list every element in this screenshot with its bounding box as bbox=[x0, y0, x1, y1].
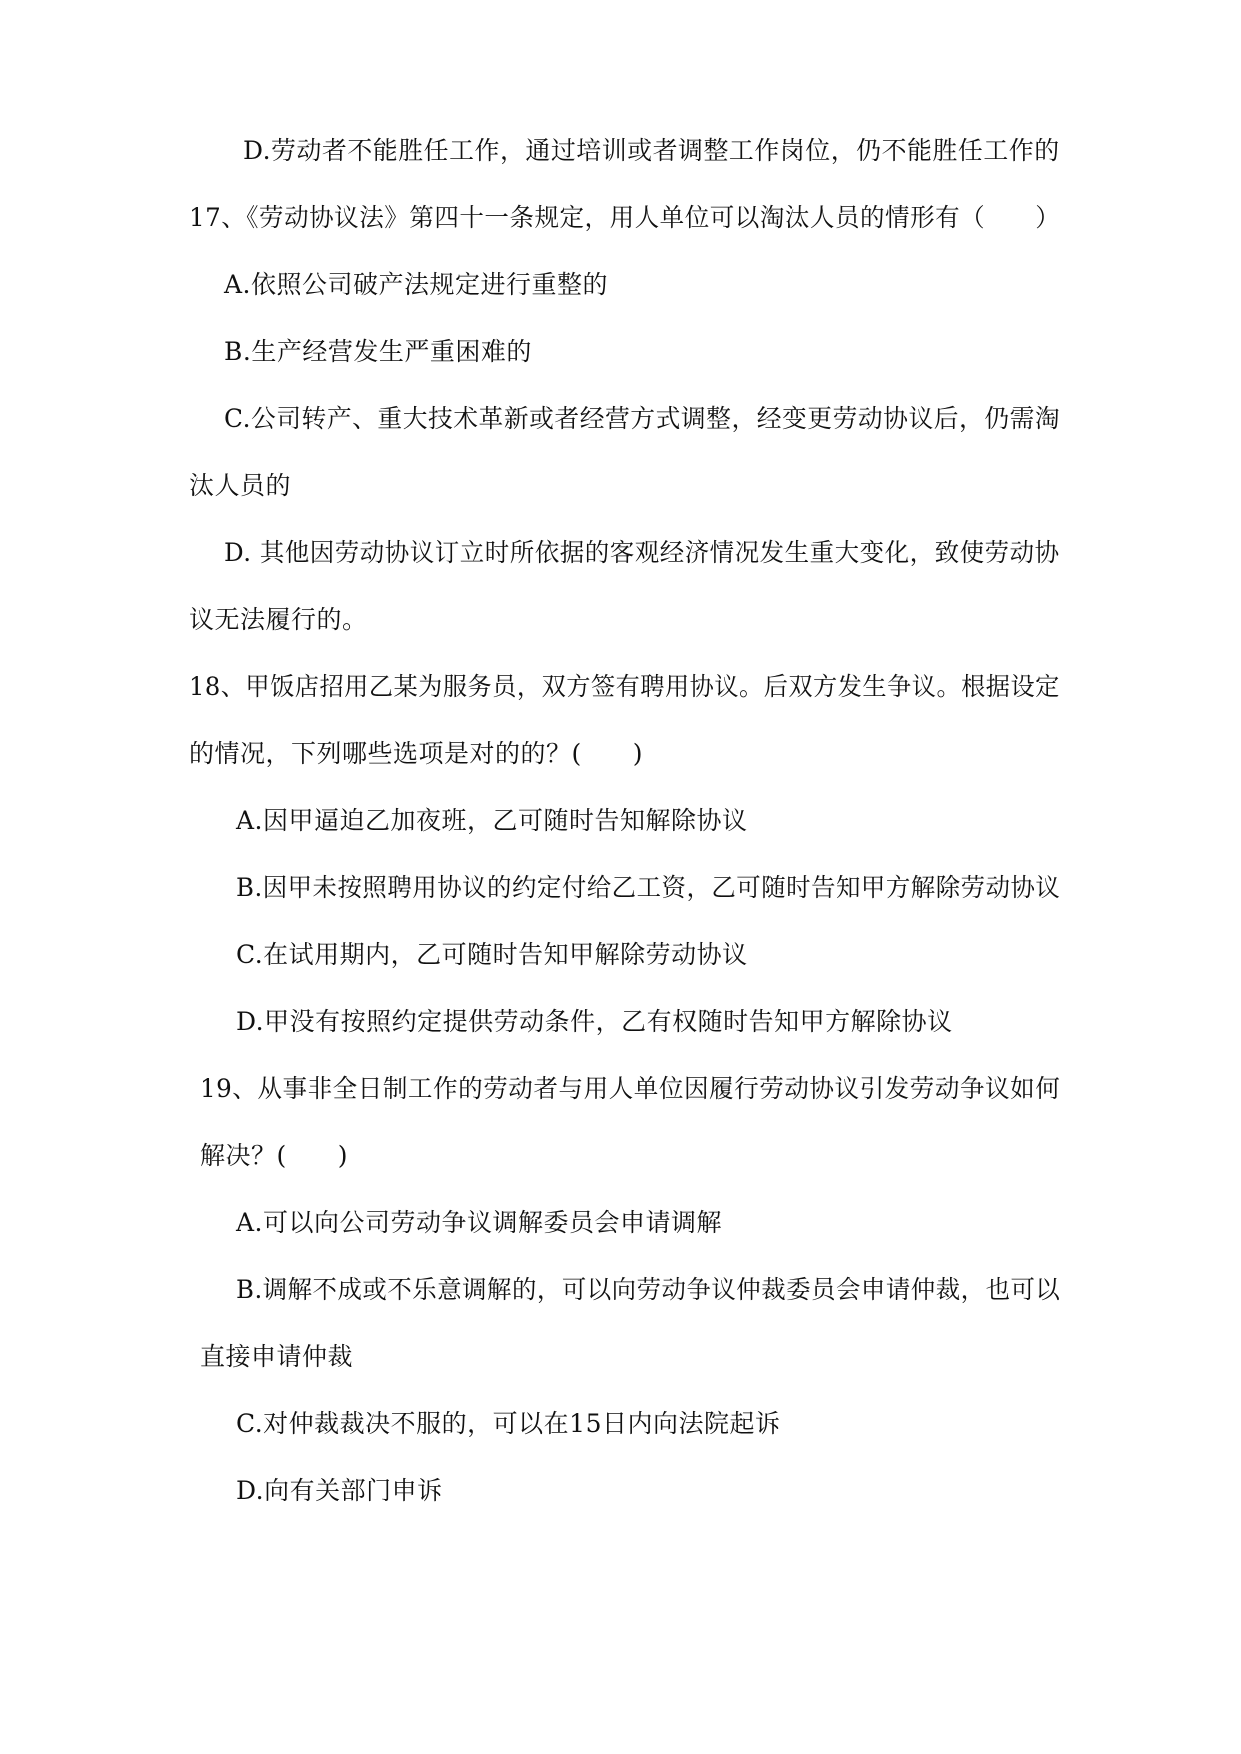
q18-option-a: A.因甲逼迫乙加夜班，乙可随时告知解除协议 bbox=[236, 806, 748, 835]
q18-option-d: D.甲没有按照约定提供劳动条件，乙有权随时告知甲方解除协议 bbox=[236, 1007, 953, 1036]
q18-stem: 18、甲饭店招用乙某为服务员，双方签有聘用协议。后双方发生争议。根据设定 bbox=[189, 672, 1060, 701]
q18-option-b: B.因甲未按照聘用协议的约定付给乙工资，乙可随时告知甲方解除劳动协议 bbox=[236, 873, 1061, 902]
q17-option-b: B.生产经营发生严重困难的 bbox=[224, 337, 532, 366]
q18-option-c: C.在试用期内，乙可随时告知甲解除劳动协议 bbox=[236, 940, 748, 969]
q19-option-b: B.调解不成或不乐意调解的，可以向劳动争议仲裁委员会申请仲裁，也可以 bbox=[236, 1275, 1061, 1304]
q19-option-d: D.向有关部门申诉 bbox=[236, 1476, 443, 1505]
q17-option-c-cont: 汰人员的 bbox=[189, 471, 292, 500]
q17-option-d-cont: 议无法履行的。 bbox=[189, 605, 368, 634]
q17-option-d: D. 其他因劳动协议订立时所依据的客观经济情况发生重大变化，致使劳动协 bbox=[224, 538, 1060, 567]
q17-option-a: A.依照公司破产法规定进行重整的 bbox=[224, 270, 609, 299]
q19-stem: 19、从事非全日制工作的劳动者与用人单位因履行劳动协议引发劳动争议如何 bbox=[200, 1074, 1061, 1103]
q17-stem: 17、《劳动协议法》第四十一条规定，用人单位可以淘汰人员的情形有（ ） bbox=[189, 203, 1061, 232]
q19-option-c: C.对仲裁裁决不服的，可以在15日内向法院起诉 bbox=[236, 1409, 781, 1438]
q16-option-d: D.劳动者不能胜任工作，通过培训或者调整工作岗位，仍不能胜任工作的 bbox=[243, 136, 1060, 165]
q17-option-c: C.公司转产、重大技术革新或者经营方式调整，经变更劳动协议后，仍需淘 bbox=[224, 404, 1061, 433]
q19-option-b-cont: 直接申请仲裁 bbox=[200, 1342, 354, 1371]
q18-stem-cont: 的情况，下列哪些选项是对的的？( ) bbox=[189, 739, 644, 768]
q19-stem-cont: 解决？( ) bbox=[200, 1141, 349, 1170]
q19-option-a: A.可以向公司劳动争议调解委员会申请调解 bbox=[236, 1208, 723, 1237]
